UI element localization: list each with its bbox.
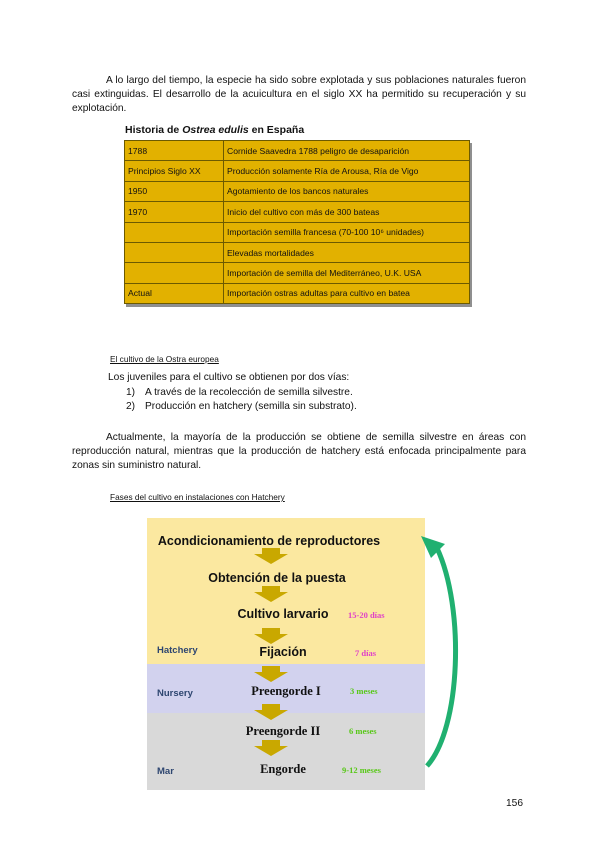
methods-list bbox=[126, 386, 357, 414]
table-cell-event: Producción solamente Ría de Arousa, Ría de Vigo bbox=[224, 161, 470, 181]
table-cell-event: Cornide Saavedra 1788 peligro de desaparición bbox=[224, 141, 470, 161]
table-row bbox=[125, 222, 470, 242]
table-cell-event: Agotamiento de los bancos naturales bbox=[224, 181, 470, 201]
table-row bbox=[125, 263, 470, 283]
section-heading-fases: Fases del cultivo en instalaciones con Hatchery bbox=[110, 492, 285, 502]
step-acondicionamiento: Acondicionamiento de reproductores bbox=[157, 534, 381, 548]
table-cell-event: Importación semilla francesa (70-100 10⁶ unidades) bbox=[224, 222, 470, 242]
table-row bbox=[125, 141, 470, 161]
duration-engorde: 9-12 meses bbox=[342, 765, 381, 775]
step-preengorde-2: Preengorde II bbox=[245, 724, 321, 738]
section-heading-cultivo: El cultivo de la Ostra europea bbox=[110, 354, 219, 364]
cycle-arrow-icon bbox=[405, 518, 465, 788]
table-cell-event: Inicio del cultivo con más de 300 bateas bbox=[224, 202, 470, 222]
table-cell-date: 1788 bbox=[125, 141, 224, 161]
duration-preengorde-1: 3 meses bbox=[350, 686, 378, 696]
step-engorde: Engorde bbox=[260, 762, 306, 776]
down-arrow-icon bbox=[254, 548, 288, 564]
duration-preengorde-2: 6 meses bbox=[349, 726, 377, 736]
step-obtencion-puesta: Obtención de la puesta bbox=[208, 571, 346, 585]
table-row bbox=[125, 283, 470, 303]
table-cell-date: Principios Siglo XX bbox=[125, 161, 224, 181]
table-cell-date: Actual bbox=[125, 283, 224, 303]
zone-label-hatchery: Hatchery bbox=[157, 645, 198, 656]
duration-fijacion: 7 días bbox=[355, 648, 377, 658]
table-cell-event: Importación ostras adultas para cultivo en batea bbox=[224, 283, 470, 303]
table-cell-date bbox=[125, 263, 224, 283]
section-intro: Los juveniles para el cultivo se obtienen por dos vías: bbox=[108, 372, 350, 383]
zone-label-nursery: Nursery bbox=[157, 688, 193, 699]
history-table-title: Historia de Ostrea edulis en España bbox=[125, 124, 305, 136]
zone-label-mar: Mar bbox=[157, 766, 174, 777]
step-cultivo-larvario: Cultivo larvario bbox=[237, 607, 329, 621]
table-cell-date bbox=[125, 222, 224, 242]
intro-paragraph: A lo largo del tiempo, la especie ha sido sobre explotada y sus poblaciones naturales fueron casi extinguidas. El desarrollo de la acuicultura en el siglo XX ha permitido su recuperación y su explotación. bbox=[72, 75, 526, 115]
table-cell-date: 1950 bbox=[125, 181, 224, 201]
duration-cultivo-larvario: 15-20 días bbox=[348, 610, 385, 620]
table-row bbox=[125, 181, 470, 201]
down-arrow-icon bbox=[254, 666, 288, 682]
history-table bbox=[124, 140, 470, 304]
table-row bbox=[125, 161, 470, 181]
step-fijacion: Fijación bbox=[259, 645, 307, 659]
page-number: 156 bbox=[506, 798, 523, 809]
down-arrow-icon bbox=[254, 628, 288, 644]
table-row bbox=[125, 202, 470, 222]
step-preengorde-1: Preengorde I bbox=[251, 684, 321, 698]
list-item: 1) A través de la recolección de semilla silvestre. bbox=[126, 387, 353, 398]
list-item: 2) Producción en hatchery (semilla sin substrato). bbox=[126, 401, 357, 413]
hatchery-phases-diagram bbox=[147, 518, 425, 790]
down-arrow-icon bbox=[254, 586, 288, 602]
table-cell-event: Importación de semilla del Mediterráneo, U.K. USA bbox=[224, 263, 470, 283]
table-row bbox=[125, 242, 470, 262]
down-arrow-icon bbox=[254, 704, 288, 720]
down-arrow-icon bbox=[254, 740, 288, 756]
table-cell-date: 1970 bbox=[125, 202, 224, 222]
table-cell-date bbox=[125, 242, 224, 262]
table-cell-event: Elevadas mortalidades bbox=[224, 242, 470, 262]
production-paragraph: Actualmente, la mayoría de la producción se obtiene de semilla silvestre en áreas con reproducción natural, mientras que la producción de hatchery está enfocada principalmente para zonas sin suministro natural. bbox=[72, 432, 526, 472]
